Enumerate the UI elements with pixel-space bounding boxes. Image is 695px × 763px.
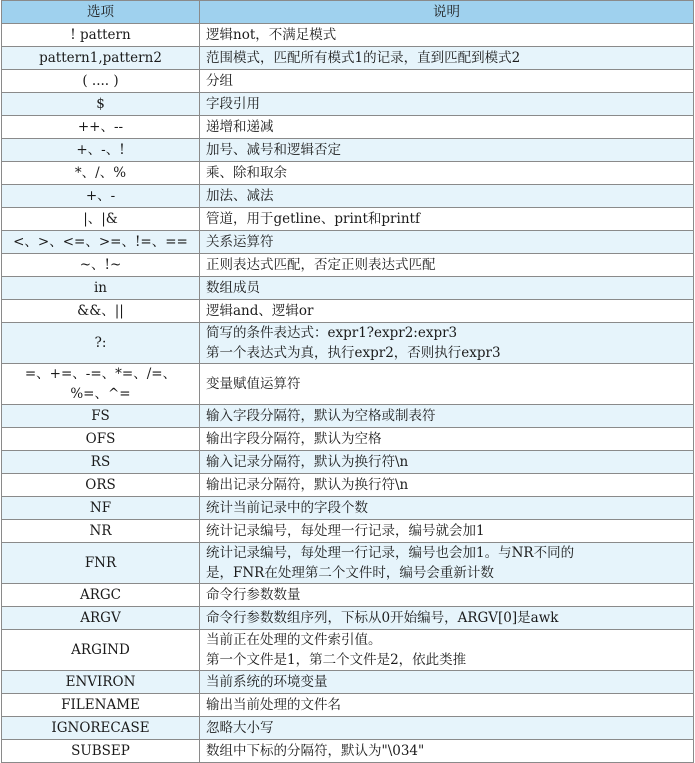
header-description: 说明 — [200, 1, 694, 24]
description-cell — [200, 24, 694, 47]
option-text: ARGV — [80, 610, 121, 626]
option-text: SUBSEP — [71, 743, 130, 759]
description-text: 分组 — [206, 73, 233, 89]
description-cell — [200, 607, 694, 630]
option-cell — [2, 231, 200, 254]
table-row — [2, 254, 694, 277]
option-text: $ — [96, 96, 105, 112]
option-text: ?: — [94, 335, 107, 351]
table-row — [2, 607, 694, 630]
description-text: 当前正在处理的文件索引值。 — [206, 632, 382, 648]
option-cell — [2, 607, 200, 630]
option-text: IGNORECASE — [51, 720, 150, 736]
option-text: ! pattern — [70, 27, 131, 43]
table-row — [2, 185, 694, 208]
description-cell — [200, 116, 694, 139]
option-text: ~、!~ — [79, 257, 122, 273]
table-header-row — [2, 1, 694, 24]
option-cell — [2, 323, 200, 364]
description-text: 输入字段分隔符，默认为空格或制表符 — [206, 408, 436, 424]
table-row — [2, 323, 694, 364]
option-text: ARGC — [79, 587, 122, 603]
description-cell — [200, 428, 694, 451]
option-cell — [2, 185, 200, 208]
option-text: FNR — [84, 555, 117, 571]
option-cell — [2, 740, 200, 763]
option-text: FS — [91, 408, 110, 424]
option-text: NF — [89, 500, 112, 516]
table-row — [2, 277, 694, 300]
option-cell — [2, 428, 200, 451]
option-cell — [2, 405, 200, 428]
description-text: 统计记录编号，每处理一行记录，编号也会加1。与NR不同的 — [206, 545, 575, 561]
option-cell — [2, 208, 200, 231]
description-text: 范围模式，匹配所有模式1的记录，直到匹配到模式2 — [206, 50, 521, 66]
table-row — [2, 139, 694, 162]
description-text: 忽略大小写 — [206, 720, 274, 736]
description-cell — [200, 323, 694, 364]
option-text: <、>、<=、>=、!=、== — [13, 234, 188, 250]
option-cell — [2, 630, 200, 671]
description-text: 加号、减号和逻辑否定 — [206, 142, 341, 158]
description-text: 输出当前处理的文件名 — [206, 697, 341, 713]
description-cell — [200, 47, 694, 70]
table-row — [2, 740, 694, 763]
table-row — [2, 694, 694, 717]
description-text: 输出记录分隔符，默认为换行符\n — [206, 477, 409, 493]
description-cell — [200, 277, 694, 300]
description-text: 第一个文件是1，第二个文件是2，依此类推 — [206, 652, 467, 668]
option-cell — [2, 162, 200, 185]
table-row — [2, 584, 694, 607]
option-cell — [2, 694, 200, 717]
option-text: NR — [89, 523, 112, 539]
option-text: +、-、! — [76, 142, 125, 158]
option-cell — [2, 717, 200, 740]
option-text-continued: %=、^= — [70, 386, 131, 402]
option-text: ( .... ) — [82, 73, 119, 89]
table-row — [2, 717, 694, 740]
option-cell — [2, 47, 200, 70]
description-text: 逻辑and、逻辑or — [206, 303, 314, 319]
description-cell — [200, 630, 694, 671]
table-row — [2, 70, 694, 93]
table-row — [2, 451, 694, 474]
description-text: 是，FNR在处理第二个文件时，编号会重新计数 — [206, 565, 494, 581]
description-text: 递增和递减 — [206, 119, 274, 135]
description-cell — [200, 70, 694, 93]
table-row — [2, 497, 694, 520]
table-row — [2, 24, 694, 47]
description-cell — [200, 584, 694, 607]
option-text: |、|& — [83, 211, 118, 227]
description-text: 乘、除和取余 — [206, 165, 287, 181]
table-row — [2, 630, 694, 671]
description-text: 命令行参数数组序列，下标从0开始编号，ARGV[0]是awk — [206, 610, 559, 626]
option-cell — [2, 520, 200, 543]
table-row — [2, 428, 694, 451]
option-cell — [2, 93, 200, 116]
option-text: ENVIRON — [65, 674, 136, 690]
description-text: 第一个表达式为真，执行expr2，否则执行expr3 — [206, 345, 501, 361]
description-text: 数组中下标的分隔符，默认为"\034" — [206, 743, 425, 759]
description-cell — [200, 474, 694, 497]
description-cell — [200, 497, 694, 520]
description-text: 输入记录分隔符，默认为换行符\n — [206, 454, 409, 470]
table-row — [2, 405, 694, 428]
description-cell — [200, 231, 694, 254]
description-cell — [200, 717, 694, 740]
description-text: 变量赋值运算符 — [206, 376, 301, 392]
description-text: 当前系统的环境变量 — [206, 674, 328, 690]
option-cell — [2, 584, 200, 607]
description-text: 管道，用于getline、print和printf — [206, 211, 420, 227]
option-text: RS — [90, 454, 111, 470]
option-cell — [2, 70, 200, 93]
header-option: 选项 — [2, 1, 200, 24]
table-row — [2, 208, 694, 231]
description-cell — [200, 543, 694, 584]
description-cell — [200, 208, 694, 231]
option-text: ARGIND — [71, 642, 130, 658]
option-cell — [2, 139, 200, 162]
table-row — [2, 543, 694, 584]
option-text: pattern1,pattern2 — [39, 50, 162, 66]
table-row — [2, 162, 694, 185]
description-cell — [200, 364, 694, 405]
table-row — [2, 671, 694, 694]
description-text: 统计记录编号，每处理一行记录，编号就会加1 — [206, 523, 485, 539]
option-cell — [2, 671, 200, 694]
description-cell — [200, 93, 694, 116]
table-row — [2, 474, 694, 497]
option-cell — [2, 277, 200, 300]
option-cell — [2, 497, 200, 520]
description-text: 正则表达式匹配，否定正则表达式匹配 — [206, 257, 436, 273]
option-text: ++、-- — [77, 119, 124, 135]
table-row — [2, 300, 694, 323]
option-cell — [2, 543, 200, 584]
table-row — [2, 520, 694, 543]
description-cell — [200, 162, 694, 185]
description-cell — [200, 451, 694, 474]
option-text: =、+=、-=、*=、/=、 — [24, 366, 177, 382]
description-cell — [200, 694, 694, 717]
option-cell — [2, 116, 200, 139]
description-text: 关系运算符 — [206, 234, 274, 250]
option-text: &&、|| — [77, 303, 124, 319]
description-cell — [200, 740, 694, 763]
option-text: ORS — [85, 477, 116, 493]
description-cell — [200, 671, 694, 694]
description-cell — [200, 520, 694, 543]
description-cell — [200, 185, 694, 208]
option-cell — [2, 474, 200, 497]
operators-table — [1, 0, 694, 763]
description-text: 字段引用 — [206, 96, 260, 112]
description-cell — [200, 300, 694, 323]
table-body — [2, 24, 694, 763]
table-row — [2, 93, 694, 116]
option-text: FILENAME — [61, 697, 140, 713]
description-text: 数组成员 — [206, 280, 260, 296]
table-row — [2, 47, 694, 70]
option-cell — [2, 364, 200, 405]
description-text: 简写的条件表达式：expr1?expr2:expr3 — [206, 325, 458, 341]
table-row — [2, 231, 694, 254]
description-text: 加法、减法 — [206, 188, 274, 204]
table-row — [2, 116, 694, 139]
option-cell — [2, 254, 200, 277]
table-row — [2, 364, 694, 405]
description-text: 输出字段分隔符，默认为空格 — [206, 431, 382, 447]
description-cell — [200, 405, 694, 428]
description-cell — [200, 254, 694, 277]
option-cell — [2, 24, 200, 47]
option-cell — [2, 300, 200, 323]
description-text: 命令行参数数量 — [206, 587, 301, 603]
option-text: *、/、% — [74, 165, 127, 181]
description-cell — [200, 139, 694, 162]
option-text: +、- — [85, 188, 116, 204]
description-text: 统计当前记录中的字段个数 — [206, 500, 368, 516]
option-text: OFS — [85, 431, 116, 447]
option-cell — [2, 451, 200, 474]
option-text: in — [93, 280, 107, 296]
description-text: 逻辑not，不满足模式 — [206, 27, 337, 43]
